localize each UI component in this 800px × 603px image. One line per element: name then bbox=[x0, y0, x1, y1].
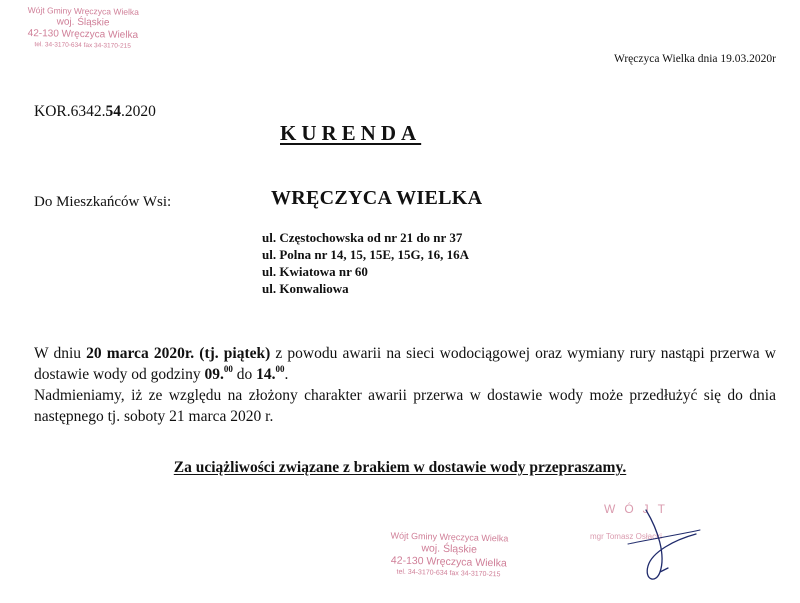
street-item: ul. Kwiatowa nr 60 bbox=[262, 264, 368, 279]
text-span: do bbox=[232, 366, 257, 383]
time-to-hour: 14. bbox=[256, 366, 276, 383]
stamp-line-1: Wójt Gminy Wręczyca Wielka bbox=[390, 530, 509, 544]
signature-stamp-title: WÓJT bbox=[604, 502, 674, 516]
text-span: z powodu awarii na sieci wodociągowej oraz wymiany rury nastąpi przerwa w dostawie wody od godziny bbox=[34, 345, 776, 383]
reference-prefix: KOR.6342. bbox=[34, 103, 106, 120]
place-date: Wręczyca Wielka dnia 19.03.2020r bbox=[613, 53, 776, 65]
office-stamp-top bbox=[14, 5, 153, 51]
reference-number: 54 bbox=[105, 103, 121, 120]
street-item: ul. Częstochowska od nr 21 do nr 37 bbox=[262, 230, 463, 245]
notice-paragraph-2: Nadmieniamy, iż ze względu na złożony charakter awarii przerwa w dostawie wody może przedłużyć się do dnia następnego tj. soboty 21 marca 2020 r. bbox=[34, 387, 776, 425]
notice-body bbox=[34, 343, 776, 427]
time-from-minutes: 00 bbox=[223, 364, 233, 374]
stamp-line-4: tel. 34-3170-634 fax 34-3170-215 bbox=[34, 40, 132, 50]
street-list bbox=[262, 229, 469, 297]
time-to-minutes: 00 bbox=[275, 364, 285, 374]
document-title: KURENDA bbox=[280, 121, 422, 145]
addressee-label: Do Mieszkańców Wsi: bbox=[34, 194, 172, 210]
village-name: WRĘCZYCA WIELKA bbox=[271, 187, 483, 209]
stamp-line-3: 42-130 Wręczyca Wielka bbox=[390, 554, 507, 570]
stamp-line-2: woj. Śląskie bbox=[56, 16, 110, 29]
apology-line: Za uciążliwości związane z brakiem w dostawie wody przepraszamy. bbox=[173, 459, 627, 476]
time-to bbox=[256, 366, 284, 383]
time-from-hour: 09. bbox=[204, 366, 224, 383]
stamp-line-4: tel. 34-3170-634 fax 34-3170-215 bbox=[396, 568, 501, 578]
office-stamp-bottom bbox=[369, 530, 528, 580]
notice-paragraph-1 bbox=[34, 343, 776, 385]
street-item: ul. Konwaliowa bbox=[262, 281, 349, 296]
document-reference bbox=[34, 103, 156, 121]
signature-stamp-name: mgr Tomasz Osłacki bbox=[590, 532, 662, 541]
street-item: ul. Polna nr 14, 15, 15E, 15G, 16, 16A bbox=[262, 247, 470, 262]
handwritten-signature bbox=[588, 500, 718, 590]
outage-date: 20 marca 2020r. (tj. piątek) bbox=[86, 345, 271, 362]
stamp-line-1: Wójt Gminy Wręczyca Wielka bbox=[27, 5, 140, 17]
stamp-line-3: 42-130 Wręczyca Wielka bbox=[27, 28, 139, 42]
reference-suffix: .2020 bbox=[120, 103, 156, 120]
text-span: . bbox=[284, 366, 289, 383]
stamp-line-2: woj. Śląskie bbox=[421, 542, 478, 556]
text-span: W dniu bbox=[34, 345, 87, 362]
time-from bbox=[204, 366, 232, 383]
